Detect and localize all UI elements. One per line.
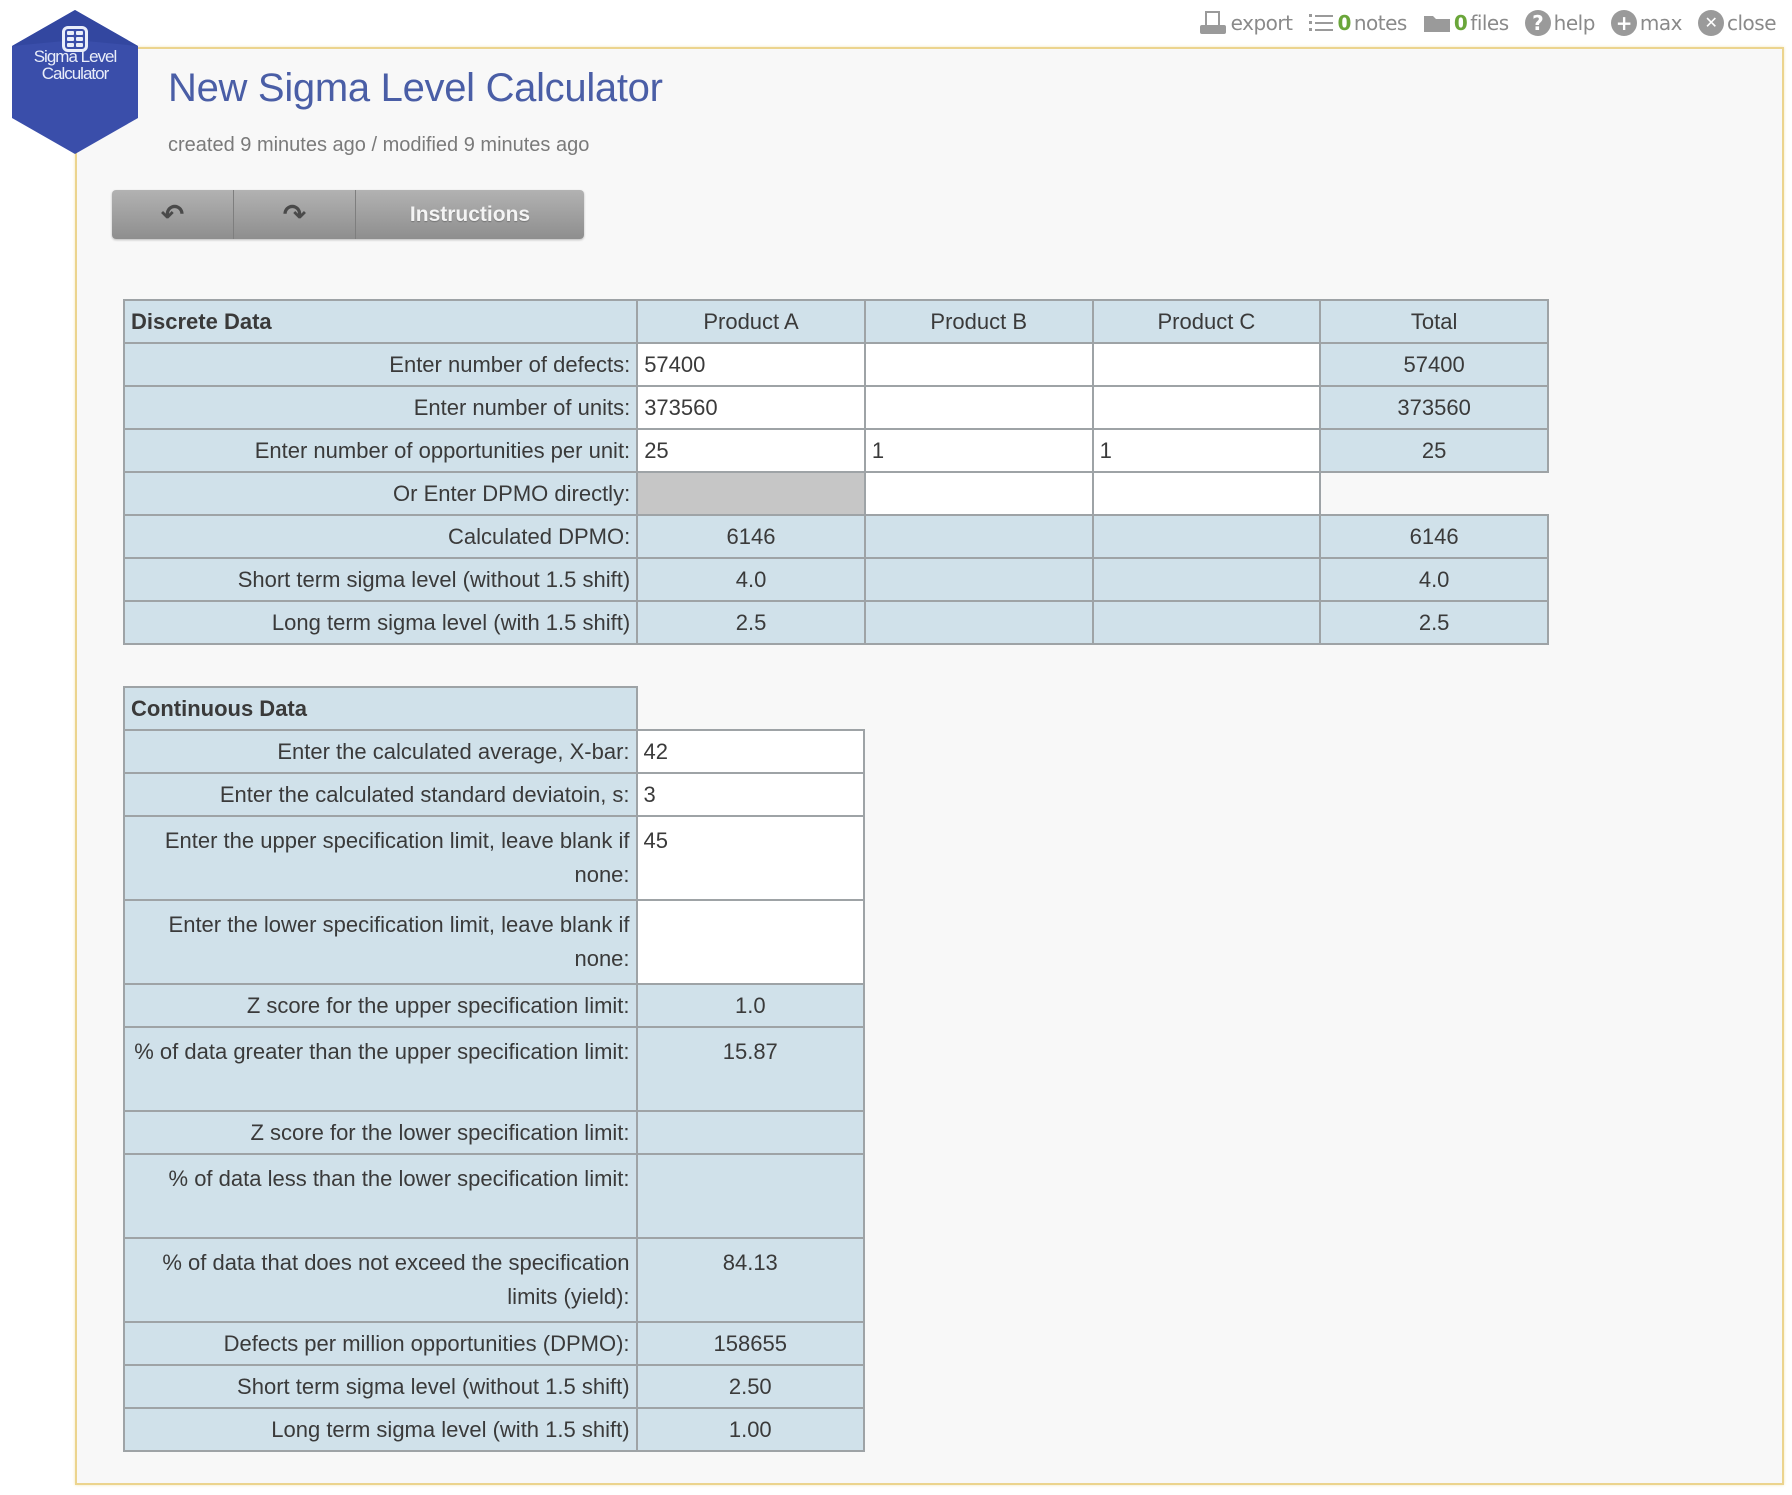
row-label: Defects per million opportunities (DPMO): (124, 1322, 637, 1365)
z-upper-value: 1.0 (637, 984, 864, 1027)
row-label: Z score for the upper specification limit: (124, 984, 637, 1027)
printer-icon (1198, 10, 1228, 36)
instructions-button[interactable]: Instructions (409, 202, 531, 226)
short-term-sigma-value: 2.50 (637, 1365, 864, 1408)
undo-icon: ↶ (160, 198, 185, 231)
redo-icon: ↷ (282, 198, 307, 231)
row-label: Z score for the lower specification limit: (124, 1111, 637, 1154)
calculated-dpmo-product-c (1093, 515, 1321, 558)
table-row-calculated-dpmo (124, 515, 1548, 558)
table-row-long-term-sigma (124, 601, 1548, 644)
column-header-total: Total (1320, 300, 1548, 343)
std-dev-input[interactable]: 3 (637, 773, 864, 816)
notes-count: 0 (1337, 11, 1351, 35)
column-header-product-c: Product C (1093, 300, 1321, 343)
defects-total: 57400 (1320, 343, 1548, 386)
export-label: export (1230, 11, 1293, 35)
table-row-dpmo-direct (124, 472, 1548, 515)
units-product-c-input[interactable] (1093, 386, 1321, 429)
units-product-a-input[interactable]: 373560 (637, 386, 865, 429)
table-header-row (124, 687, 864, 730)
table-row-std-dev (124, 773, 864, 816)
table-row-opportunities (124, 429, 1548, 472)
plus-icon: + (1611, 10, 1637, 36)
table-row-lsl (124, 900, 864, 984)
short-term-sigma-product-a: 4.0 (637, 558, 865, 601)
header-spacer (637, 687, 864, 730)
calculated-dpmo-product-b (865, 515, 1093, 558)
table-row-short-term-sigma (124, 558, 1548, 601)
discrete-data-table (123, 299, 1549, 645)
table-row-z-lower (124, 1111, 864, 1154)
table-row-long-term-sigma (124, 1408, 864, 1451)
long-term-sigma-total: 2.5 (1320, 601, 1548, 644)
files-button[interactable] (1423, 11, 1509, 35)
short-term-sigma-product-c (1093, 558, 1321, 601)
row-label: Enter number of defects: (124, 343, 637, 386)
row-label: Long term sigma level (with 1.5 shift) (124, 601, 637, 644)
files-label: files (1470, 11, 1509, 35)
table-row-defects (124, 343, 1548, 386)
dpmo-direct-product-c-input[interactable] (1093, 472, 1321, 515)
table-row-units (124, 386, 1548, 429)
dpmo-direct-product-a-input (637, 472, 865, 515)
long-term-sigma-product-c (1093, 601, 1321, 644)
badge-line-2: Calculator (41, 64, 109, 83)
opportunities-product-b-input[interactable]: 1 (865, 429, 1093, 472)
xbar-input[interactable]: 42 (637, 730, 864, 773)
redo-button[interactable] (234, 190, 356, 239)
page-title: New Sigma Level Calculator (168, 66, 663, 110)
notes-button[interactable] (1308, 11, 1406, 35)
close-label: close (1726, 11, 1776, 35)
x-icon: ✕ (1698, 10, 1724, 36)
table-row-short-term-sigma (124, 1365, 864, 1408)
table-row-dpmo (124, 1322, 864, 1365)
page-meta: created 9 minutes ago / modified 9 minutes ago (168, 134, 590, 156)
dpmo-direct-product-b-input[interactable] (865, 472, 1093, 515)
close-button[interactable] (1698, 10, 1776, 36)
table-row-usl (124, 816, 864, 900)
files-count: 0 (1453, 11, 1468, 35)
column-header-product-a: Product A (637, 300, 865, 343)
defects-product-c-input[interactable] (1093, 343, 1321, 386)
pct-below-lsl-value (637, 1154, 864, 1238)
row-label: Enter the calculated standard deviatoin, s: (124, 773, 637, 816)
row-label: Enter the upper specification limit, leave blank if none: (124, 816, 637, 900)
row-label: Enter number of units: (124, 386, 637, 429)
continuous-title: Continuous Data (124, 687, 637, 730)
table-row-z-upper (124, 984, 864, 1027)
pct-above-usl-value: 15.87 (637, 1027, 864, 1111)
discrete-title: Discrete Data (124, 300, 637, 343)
row-label: Enter the lower specification limit, leave blank if none: (124, 900, 637, 984)
badge-label (12, 48, 138, 82)
export-button[interactable] (1198, 10, 1293, 36)
row-label: Or Enter DPMO directly: (124, 472, 637, 515)
z-lower-value (637, 1111, 864, 1154)
notes-label: notes (1353, 11, 1407, 35)
help-label: help (1553, 11, 1595, 35)
continuous-data-table (123, 686, 865, 1452)
short-term-sigma-total: 4.0 (1320, 558, 1548, 601)
window-actions (1198, 8, 1776, 38)
tool-badge (12, 10, 138, 154)
row-label: Short term sigma level (without 1.5 shift) (124, 1365, 637, 1408)
units-total: 373560 (1320, 386, 1548, 429)
long-term-sigma-product-a: 2.5 (637, 601, 865, 644)
max-label: max (1639, 11, 1682, 35)
yield-value: 84.13 (637, 1238, 864, 1322)
row-label: % of data that does not exceed the specification limits (yield): (124, 1238, 637, 1322)
row-label: % of data less than the lower specification limit: (124, 1154, 637, 1238)
column-header-product-b: Product B (865, 300, 1093, 343)
defects-product-a-input[interactable]: 57400 (637, 343, 865, 386)
row-label: Calculated DPMO: (124, 515, 637, 558)
table-row-yield (124, 1238, 864, 1322)
long-term-sigma-value: 1.00 (637, 1408, 864, 1451)
lsl-input[interactable] (637, 900, 864, 984)
list-icon (1308, 12, 1334, 34)
long-term-sigma-product-b (865, 601, 1093, 644)
question-icon: ? (1525, 10, 1551, 36)
row-label: Enter the calculated average, X-bar: (124, 730, 637, 773)
defects-product-b-input[interactable] (865, 343, 1093, 386)
row-label: Short term sigma level (without 1.5 shift) (124, 558, 637, 601)
table-row-pct-above-usl (124, 1027, 864, 1111)
usl-input[interactable]: 45 (637, 816, 864, 900)
folder-icon (1423, 12, 1451, 34)
table-row-xbar (124, 730, 864, 773)
max-button[interactable] (1611, 10, 1682, 36)
row-label: Long term sigma level (with 1.5 shift) (124, 1408, 637, 1451)
badge-line-1: Sigma Level (33, 47, 117, 66)
opportunities-product-a-input[interactable]: 25 (637, 429, 865, 472)
table-header-row (124, 300, 1548, 343)
undo-button[interactable] (112, 190, 234, 239)
calculated-dpmo-total: 6146 (1320, 515, 1548, 558)
row-label: Enter number of opportunities per unit: (124, 429, 637, 472)
short-term-sigma-product-b (865, 558, 1093, 601)
opportunities-product-c-input[interactable]: 1 (1093, 429, 1321, 472)
calculated-dpmo-product-a: 6146 (637, 515, 865, 558)
help-button[interactable] (1525, 10, 1595, 36)
opportunities-total: 25 (1320, 429, 1548, 472)
table-row-pct-below-lsl (124, 1154, 864, 1238)
dpmo-value: 158655 (637, 1322, 864, 1365)
units-product-b-input[interactable] (865, 386, 1093, 429)
row-label: % of data greater than the upper specification limit: (124, 1027, 637, 1111)
dpmo-direct-total (1320, 472, 1548, 515)
toolbar (112, 190, 584, 239)
